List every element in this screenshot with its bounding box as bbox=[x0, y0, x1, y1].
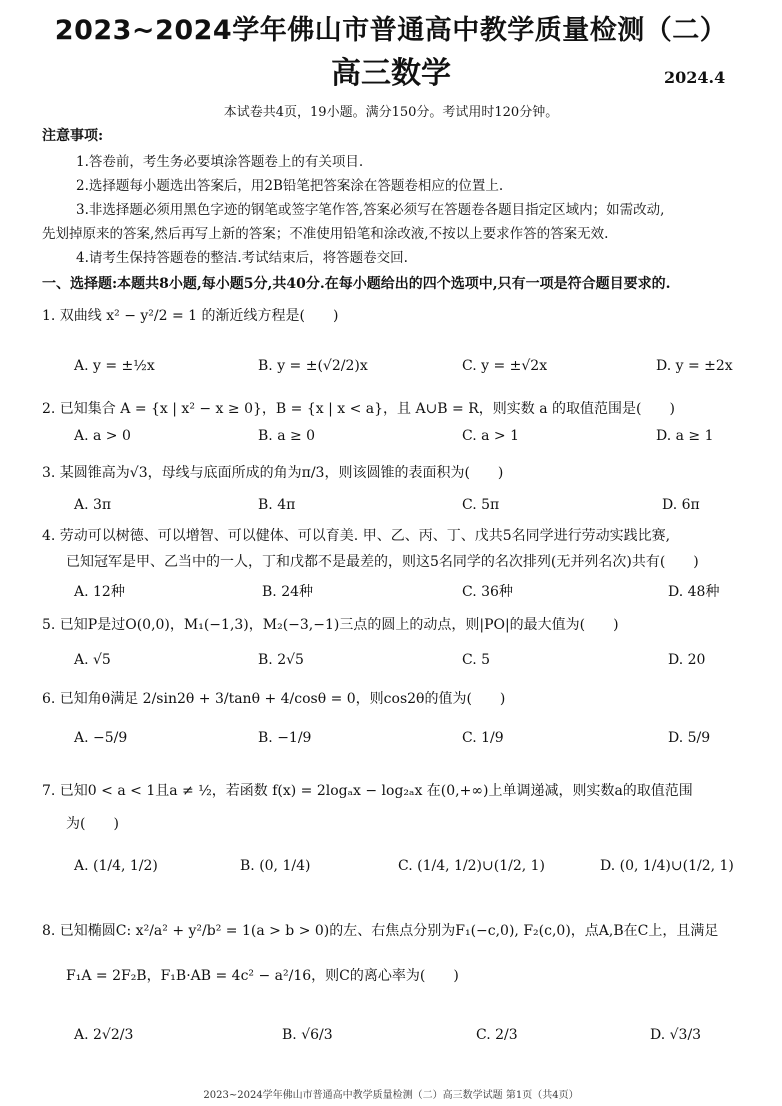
question-stem: 2. 已知集合 A = {x | x² − x ≥ 0}，B = {x | x < a}，且 A∪B = R，则实数 a 的取值范围是( ) bbox=[42, 401, 675, 417]
notice-item: 4.请考生保持答题卷的整洁.考试结束后，将答题卷交回. bbox=[76, 250, 408, 266]
question-stem: 1. 双曲线 x² − y²/2 = 1 的渐近线方程是( ) bbox=[42, 308, 339, 324]
page-title: 2023~2024学年佛山市普通高中教学质量检测（二） bbox=[54, 15, 728, 46]
question-stem: 4. 劳动可以树德、可以增智、可以健体、可以育美. 甲、乙、丙、丁、戊共5名同学进行劳动实践比赛, bbox=[42, 528, 671, 544]
option-b: B. −1/9 bbox=[258, 730, 312, 746]
question-stem-cont: 为( ) bbox=[66, 816, 119, 832]
option-a: A. 12种 bbox=[74, 584, 125, 600]
option-c: C. (1/4, 1/2)∪(1/2, 1) bbox=[398, 858, 545, 874]
notice-item: 先划掉原来的答案,然后再写上新的答案；不准使用铅笔和涂改液,不按以上要求作答的答案无效. bbox=[42, 226, 609, 242]
option-c: C. 1/9 bbox=[462, 730, 504, 746]
exam-info: 本试卷共4页，19小题。满分150分。考试用时120分钟。 bbox=[223, 105, 559, 120]
option-d: D. 20 bbox=[668, 652, 706, 668]
notice-item: 1.答卷前，考生务必要填涂答题卷上的有关项目. bbox=[76, 154, 364, 170]
option-a: A. 2√2/3 bbox=[74, 1027, 134, 1043]
question-stem: 3. 某圆锥高为√3，母线与底面所成的角为π/3，则该圆锥的表面积为( ) bbox=[42, 465, 504, 481]
question-stem: 5. 已知P是过O(0,0)，M₁(−1,3)，M₂(−3,−1)三点的圆上的动点，则|PO|的最大值为( ) bbox=[42, 617, 619, 633]
option-a: A. a > 0 bbox=[74, 428, 131, 444]
option-d: D. 6π bbox=[662, 497, 700, 513]
option-c: C. y = ±√2x bbox=[462, 358, 548, 374]
option-b: B. a ≥ 0 bbox=[258, 428, 316, 444]
option-b: B. 24种 bbox=[262, 584, 314, 600]
section-heading: 一、选择题:本题共8小题,每小题5分,共40分.在每小题给出的四个选项中,只有一项是符合题目要求的. bbox=[42, 276, 671, 292]
option-d: D. y = ±2x bbox=[656, 358, 733, 374]
question-stem: 6. 已知角θ满足 2/sin2θ + 3/tanθ + 4/cosθ = 0，则cos2θ的值为( ) bbox=[42, 691, 506, 707]
option-d: D. √3/3 bbox=[650, 1027, 702, 1043]
option-c: C. 5 bbox=[462, 652, 491, 668]
question-stem-cont: F₁A = 2F₂B，F₁B·AB = 4c² − a²/16，则C的离心率为( ) bbox=[66, 968, 459, 984]
notice-item: 3.非选择题必须用黑色字迹的钢笔或签字笔作答,答案必须写在答题卷各题目指定区域内；如需改动, bbox=[76, 202, 665, 218]
option-a: A. y = ±½x bbox=[74, 358, 155, 374]
option-c: C. a > 1 bbox=[462, 428, 519, 444]
option-c: C. 36种 bbox=[462, 584, 513, 600]
notice-item: 2.选择题每小题选出答案后，用2B铅笔把答案涂在答题卷相应的位置上. bbox=[76, 178, 504, 194]
exam-date: 2024.4 bbox=[664, 68, 726, 87]
option-c: C. 5π bbox=[462, 497, 500, 513]
option-c: C. 2/3 bbox=[476, 1027, 518, 1043]
option-d: D. (0, 1/4)∪(1/2, 1) bbox=[600, 858, 734, 874]
notice-heading: 注意事项: bbox=[42, 128, 104, 144]
question-stem: 7. 已知0 < a < 1且a ≠ ½，若函数 f(x) = 2logₐx − log₂ₐx 在(0,+∞)上单调递减，则实数a的取值范围 bbox=[42, 783, 693, 799]
question-stem-cont: 已知冠军是甲、乙当中的一人，丁和戊都不是最差的，则这5名同学的名次排列(无并列名次)共有( ) bbox=[66, 554, 699, 570]
option-a: A. 3π bbox=[74, 497, 112, 513]
option-a: A. −5/9 bbox=[74, 730, 128, 746]
option-d: D. 48种 bbox=[668, 584, 720, 600]
option-b: B. √6/3 bbox=[282, 1027, 333, 1043]
question-stem: 8. 已知椭圆C: x²/a² + y²/b² = 1(a > b > 0)的左、右焦点分别为F₁(−c,0), F₂(c,0)，点A,B在C上，且满足 bbox=[42, 923, 719, 939]
option-b: B. (0, 1/4) bbox=[240, 858, 311, 874]
option-b: B. y = ±(√2/2)x bbox=[258, 358, 368, 374]
option-b: B. 4π bbox=[258, 497, 296, 513]
option-d: D. a ≥ 1 bbox=[656, 428, 714, 444]
page-footer: 2023~2024学年佛山市普通高中教学质量检测（二）高三数学试题 第1页（共4页） bbox=[203, 1090, 579, 1101]
page-subtitle: 高三数学 bbox=[331, 56, 451, 91]
option-b: B. 2√5 bbox=[258, 652, 304, 668]
option-a: A. √5 bbox=[74, 652, 111, 668]
option-a: A. (1/4, 1/2) bbox=[74, 858, 158, 874]
option-d: D. 5/9 bbox=[668, 730, 711, 746]
